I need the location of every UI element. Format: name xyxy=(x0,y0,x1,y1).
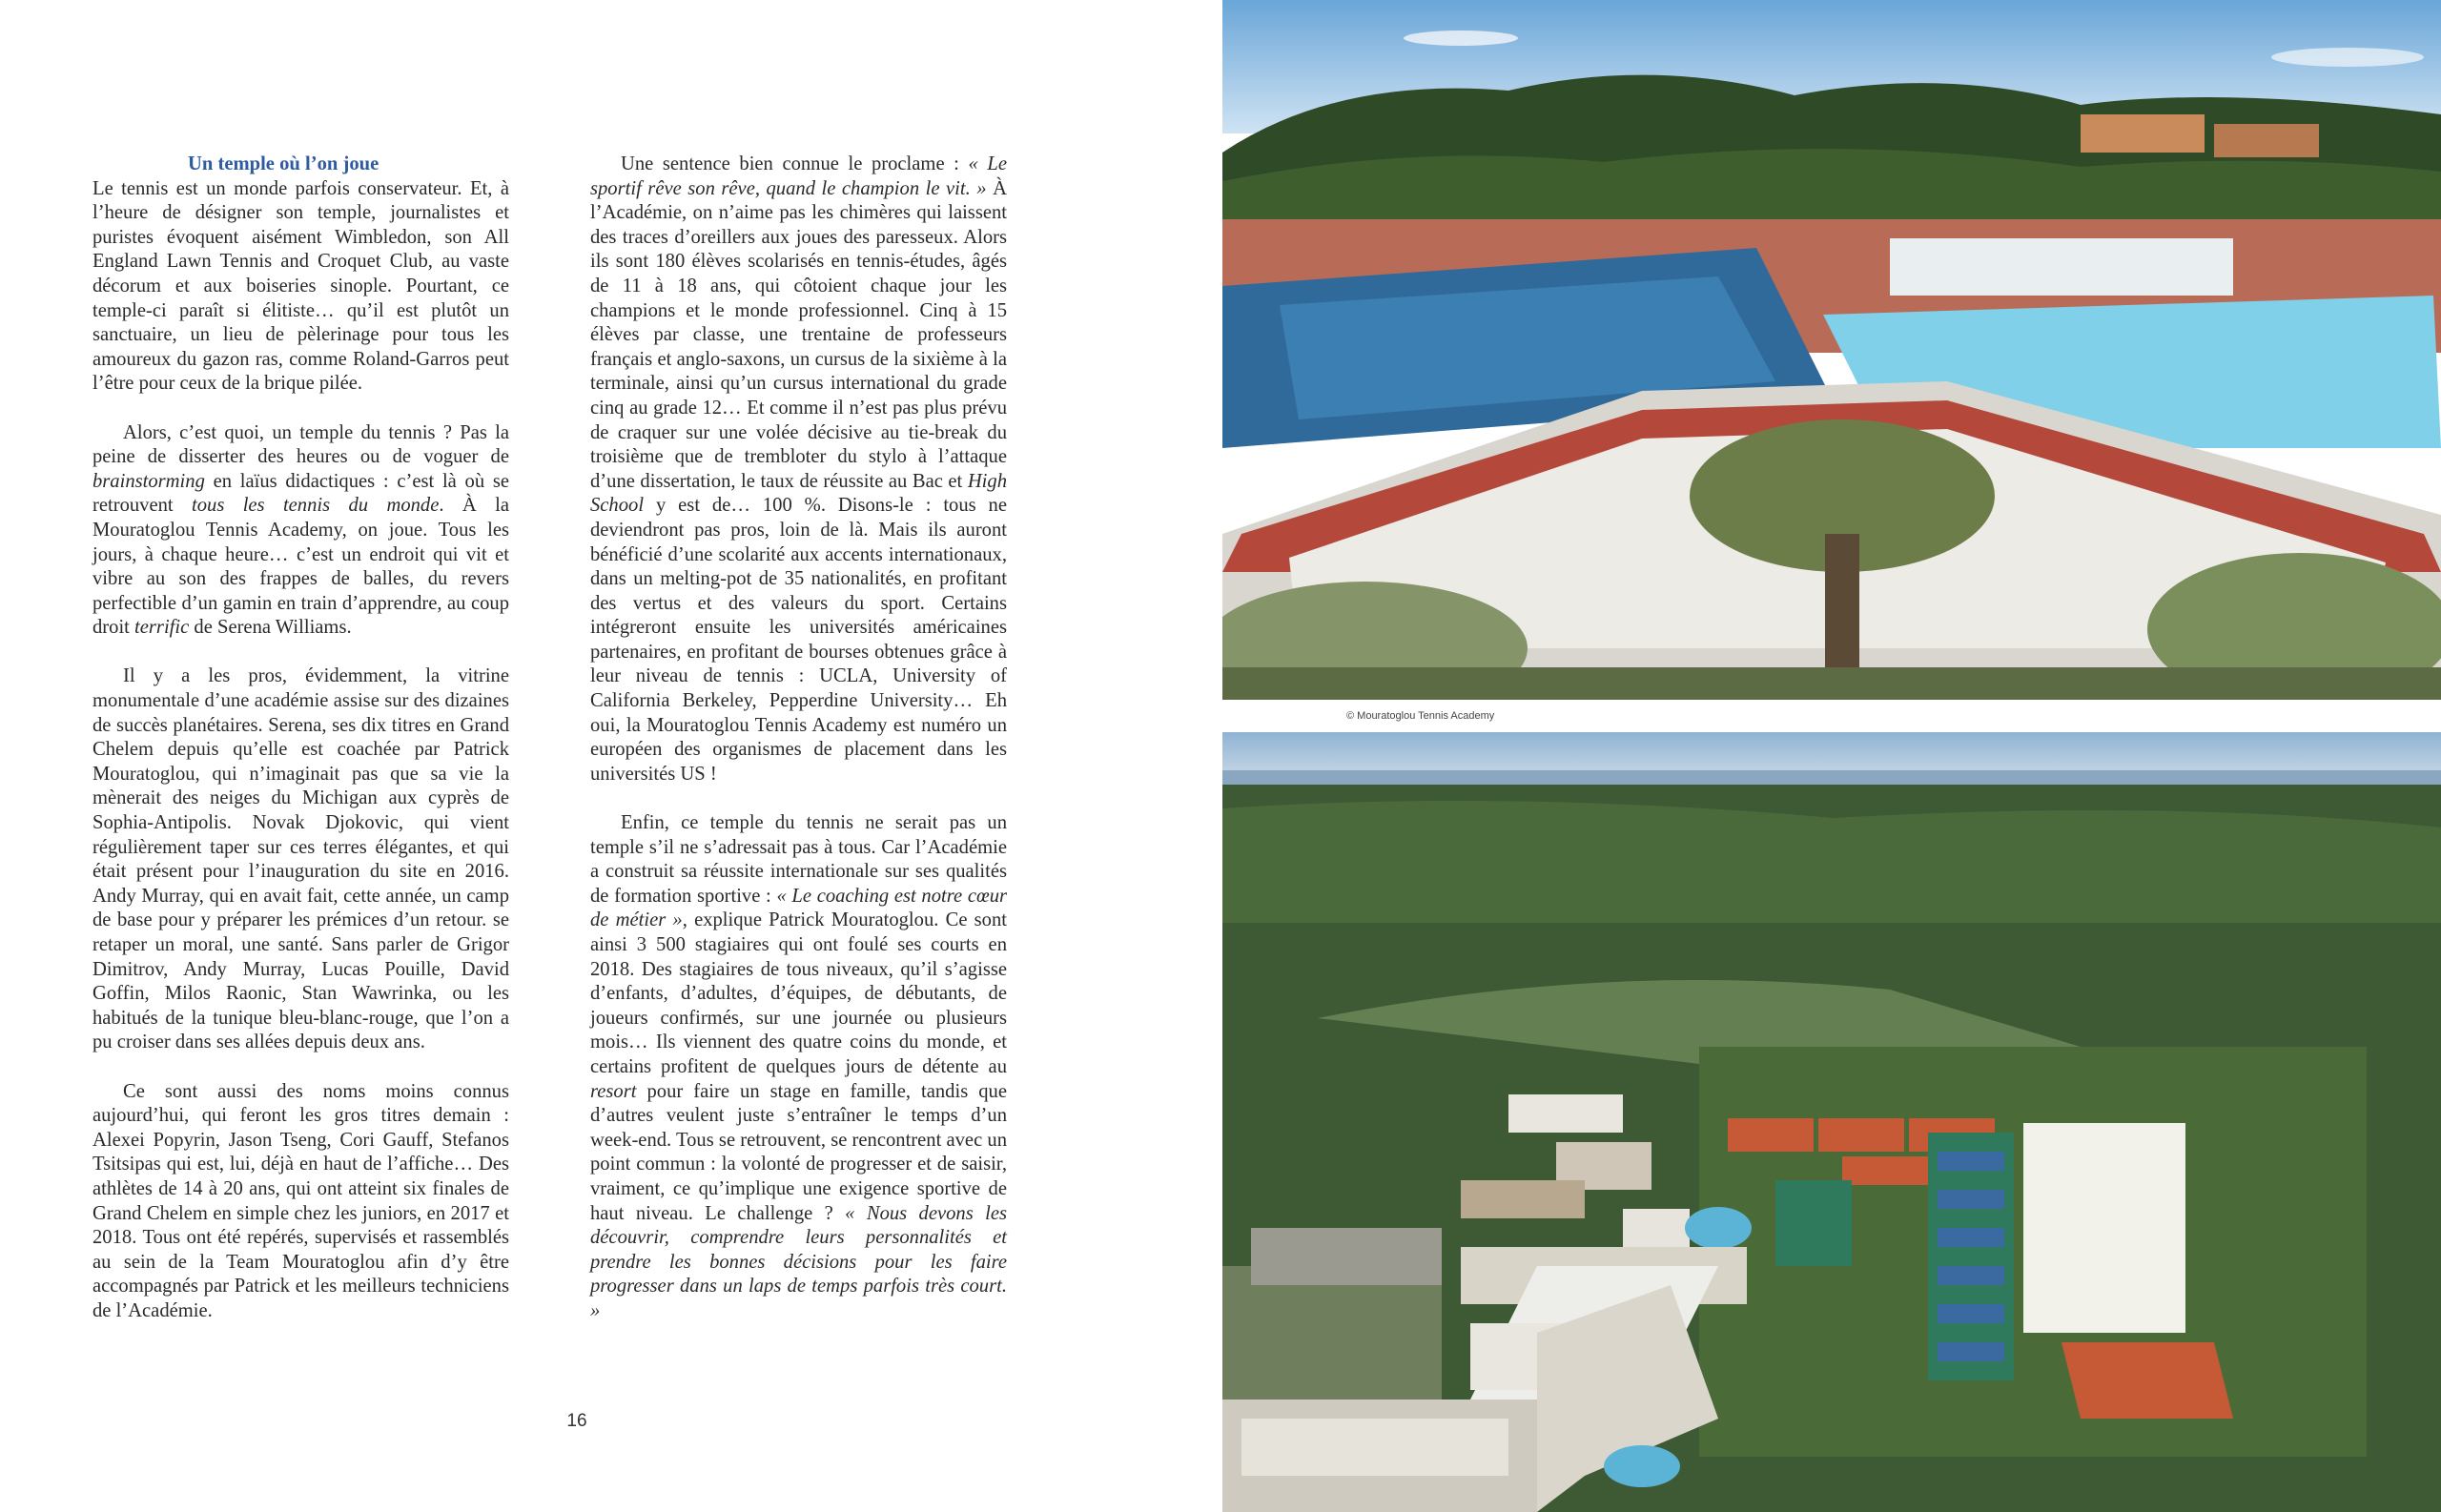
text-run: y est de… 100 %. Disons-le : tous ne deviendront pas pros, loin de là. Mais ils auront bénéficié d’une scolarité aux accents internationaux, dans un melting-pot de 35 nationalités, en profitant des vertus et des valeurs du sport. Certains intégreront ensuite les universités américaines partenaires, en profitant de bourses obtenues grâce à leur niveau de tennis : UCLA, University of California Berkeley, Pepperdine University… Eh oui, la Mouratoglou Tennis Academy est numéro un européen des organismes de placement dans les universités US ! xyxy=(590,495,1007,785)
italic-run: brainstorming xyxy=(92,470,205,492)
photo-caption: © Mouratoglou Tennis Academy xyxy=(1346,710,1495,722)
page-number: 16 xyxy=(566,1411,587,1431)
section-heading: Un temple où l’on joue xyxy=(188,153,379,174)
section-block xyxy=(92,153,509,397)
tennis-courts-and-pool-photo xyxy=(1222,0,2441,700)
italic-run: resort xyxy=(590,1080,637,1102)
paragraph: Il y a les pros, évidemment, la vitrine monumentale d’une académie assise sur des dizaines de succès planétaires. Serena, ses dix titres en Grand Chelem depuis qu’elle est coachée par Patrick Mouratoglou, qui n’imaginait pas que sa vie la mènerait des neiges du Michigan aux cyprès de Sophia-Antipolis. Novak Djokovic, qui vient régulièrement taper sur ces terres élégantes, et qui était présent pour l’inauguration du site en 2016. Andy Murray, qui en avait fait, cette année, un camp de base pour y préparer les prémices d’un retour. se retaper un moral, une santé. Sans parler de Grigor Dimitrov, Andy Murray, Lucas Pouille, David Goffin, Milos Raonic, Stan Wawrinka, ou les habitués de la tunique bleu-blanc-rouge, que l’on a pu croiser dans ses allées depuis deux ans. xyxy=(92,665,509,1053)
photo-illustration xyxy=(1222,0,2441,700)
paragraph xyxy=(92,421,509,641)
italic-quote: « Nous devons les découvrir, comprendre leurs personnalités et prendre les bonnes décisions pour les faire progresser dans un laps de temps parfois très court. » xyxy=(590,1202,1007,1321)
text-run: en laïus didactiques : c’est là où se retrouvent xyxy=(92,470,509,517)
text-run: Enfin, ce temple du tennis ne serait pas un temple s’il ne s’adressait pas à tous. Car l’Académie a construit sa réussite internationale sur ses qualités de formation sportive : xyxy=(590,812,1007,907)
italic-quote: « Le coaching est notre cœur de métier » xyxy=(590,885,1008,931)
text-run: À l’Académie, on n’aime pas les chimères qui laissent des traces d’oreillers aux joues des paresseux. Alors ils sont 180 élèves scolarisés en tennis-études, âgés de 11 à 18 ans, qui côtoient chaque jour les champions et le monde professionnel. Cinq à 15 élèves par classe, une trentaine de professeurs français et anglo-saxons, un cursus de la sixième à la terminale, ainsi qu’un cursus international du grade cinq au grade 12… Et comme il n’est pas plus prévu de craquer sur une volée décisive au tie-break du troisième que de trembloter du stylo à l’attaque d’une dissertation, le taux de réussite au Bac et xyxy=(590,177,1007,492)
paragraph xyxy=(590,153,1007,787)
paragraph xyxy=(590,811,1007,1323)
aerial-academy-photo xyxy=(1222,732,2441,1512)
italic-run: High School xyxy=(590,470,1007,517)
photo-illustration xyxy=(1222,732,2441,1512)
paragraph: Ce sont aussi des noms moins connus aujourd’hui, qui feront les gros titres demain : Alexei Popyrin, Jason Tseng, Cori Gauff, Stefanos Tsitsipas qui est, lui, déjà en haut de l’affiche… Des athlètes de 14 à 20 ans, qui ont atteint six finales de Grand Chelem en simple chez les juniors, en 2017 et 2018. Tous ont été repérés, supervisés et rassemblés au sein de la Team Mouratoglou afin d’y être accompagnés par Patrick et les meilleurs techniciens de l’Académie. xyxy=(92,1080,509,1321)
italic-run: tous les tennis du monde xyxy=(192,495,440,517)
text-column-2 xyxy=(590,153,1007,1324)
italic-quote: « Le sportif rêve son rêve, quand le champion le vit. » xyxy=(590,153,1007,199)
left-page xyxy=(0,0,1220,1512)
text-column-1 xyxy=(92,153,509,1324)
paragraph: Le tennis est un monde parfois conservateur. Et, à l’heure de désigner son temple, journalistes et puristes évoquent aisément Wimbledon, son All England Lawn Tennis and Croquet Club, au vaste décorum et aux boiseries sinople. Pourtant, ce temple-ci paraît si élitiste… qu’il est plutôt un sanctuaire, un lieu de pèlerinage pour tous les amoureux du gazon ras, comme Roland-Garros peut l’être pour ceux de la brique pilée. xyxy=(92,177,509,395)
text-run: , explique Patrick Mouratoglou. Ce sont ainsi 3 500 stagiaires qui ont foulé ses courts en 2018. Des stagiaires de tous niveaux, qu’il s’agisse d’enfants, d’adultes, d’équipes, de débutants, de joueurs confirmés, sur une journée ou plusieurs mois… Ils viennent des quatre coins du monde, et certains profitent de quelques jours de détente au xyxy=(590,909,1007,1077)
text-run: Une sentence bien connue le proclame : xyxy=(621,153,969,174)
text-run: Alors, c’est quoi, un temple du tennis ? Pas la peine de disserter des heures ou de voguer de xyxy=(92,421,509,468)
italic-run: terrific xyxy=(134,617,190,639)
right-page xyxy=(1220,0,2441,1512)
text-run: de Serena Williams. xyxy=(189,617,352,639)
text-run: . À la Mouratoglou Tennis Academy, on joue. Tous les jours, à chaque heure… c’est un endroit qui vit et vibre au son des frappes de balles, du revers perfectible d’un gamin en train d’apprendre, au coup droit xyxy=(92,495,509,639)
text-run: pour faire un stage en famille, tandis que d’autres veulent juste s’entraîner le temps d’un week-end. Tous se retrouvent, se rencontrent avec un point commun : la volonté de progresser et de saisir, vraiment, ce qu’implique une exigence sportive de haut niveau. Le challenge ? xyxy=(590,1080,1007,1224)
